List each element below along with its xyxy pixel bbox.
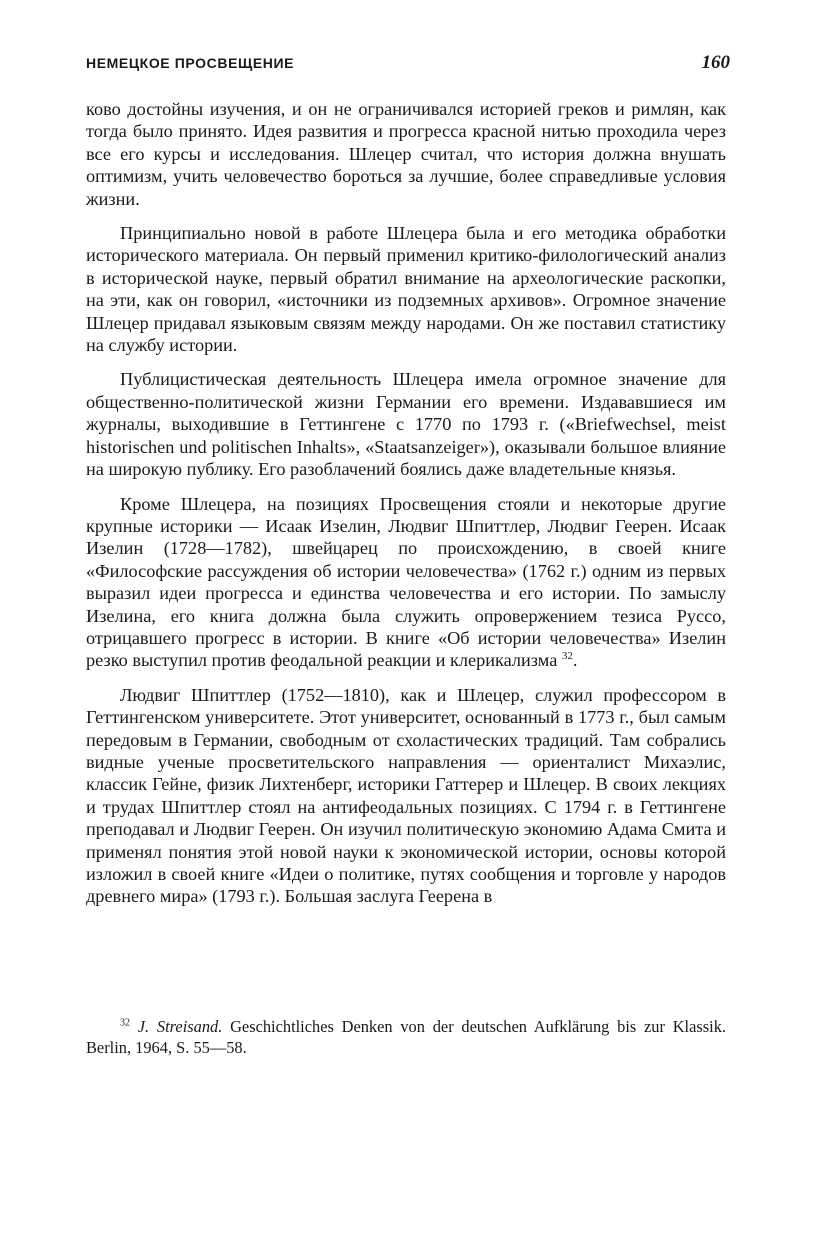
- footnote-text: Geschichtliches Denken von der deutschen Aufklärung bis zur Klassik. Berlin, 1964, S. 55—58.: [86, 1017, 726, 1057]
- footnote-author: J. Streisand.: [137, 1017, 223, 1036]
- footnote-reference: 32: [561, 650, 573, 663]
- footnote-number: 32: [120, 1017, 130, 1029]
- paragraph-methodology: Принципиально новой в работе Шлецера была и его методика обработки исторического материала. Он первый применил критико-филологический анализ в исторической науке, первый обратил внимание на археологические раскопки, на эти, как он говорил, «источники из подземных архивов». Огромное значение Шлецер придавал языковым связям между народами. Он же поставил статистику на службу истории.: [86, 223, 726, 356]
- paragraph-continued: ково достойны изучения, и он не ограничивался историей греков и римлян, как тогда было принято. Идея развития и прогресса красной нитью проходила через все его курсы и исследования. Шлецер считал, что история должна внушать оптимизм, учить человечество бороться за лучшие, более справедливые условия жизни.: [86, 99, 726, 209]
- body-text: [86, 98, 726, 908]
- running-head: [86, 52, 730, 76]
- running-head-title: НЕМЕЦКОЕ ПРОСВЕЩЕНИЕ: [86, 55, 295, 71]
- footnote: [86, 1017, 726, 1058]
- paragraph-spittler: Людвиг Шпиттлер (1752—1810), как и Шлецер, служил профессором в Геттингенском университете. Этот университет, основанный в 1773 г., был самым передовым в Германии, свободным от схоластических традиций. Там собрались видные ученые просветительского направления — ориенталист Михаэлис, классик Гейне, физик Лихтенберг, историки Гаттерер и Шлецер. В своих лекциях и трудах Шпиттлер стоял на антифеодальных позициях. С 1794 г. в Геттингене преподавал и Людвиг Геерен. Он изучил политическую экономию Адама Смита и применял понятия этой новой науки к экономической истории, основы которой изложил в своей книге «Идеи о политике, путях сообщения и торговле у народов древнего мира» (1793 г.). Большая заслуга Геерена в: [86, 684, 726, 907]
- paragraph-other-historians-text: Кроме Шлецера, на позициях Просвещения стояли и некоторые другие крупные историки — Исаак Изелин, Людвиг Шпиттлер, Людвиг Геерен. Исаак Изелин (1728—1782), швейцарец по происхождению, в своей книге «Философские рассуждения об истории человечества» (1762 г.) одним из первых выразил идеи прогресса и единства человечества и его истории. По замыслу Изелина, его книга должна была служить опровержением тезиса Руссо, отрицавшего прогресс в истории. В книге «Об истории человечества» Изелин резко выступил против феодальной реакции и клерикализма: [86, 493, 726, 671]
- paragraph-other-historians: [86, 493, 726, 672]
- page-number: 160: [701, 52, 730, 73]
- paragraph-publicism: Публицистическая деятельность Шлецера имела огромное значение для общественно-политической жизни Германии его времени. Издававшиеся им журналы, выходившие в Геттингене с 1770 по 1793 г. («Briefwechsel, meist historischen und politischen Inhalts», «Staatsanzeiger»), оказывали большое влияние на широкую публику. Его разоблачений боялись даже владетельные князья.: [86, 369, 726, 480]
- sentence-period: .: [572, 650, 578, 671]
